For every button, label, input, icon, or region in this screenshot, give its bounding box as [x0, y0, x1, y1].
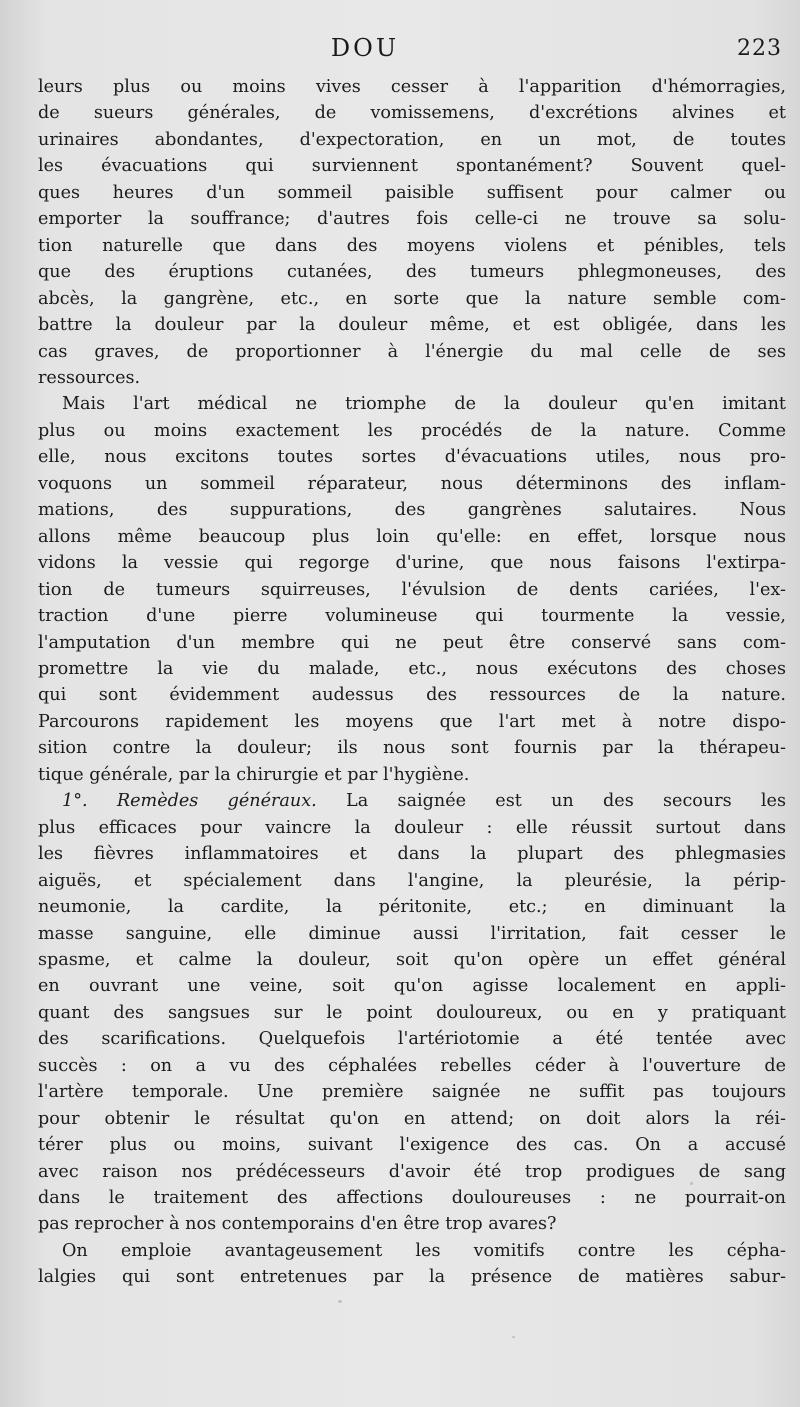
text-line: Parcourons rapidement les moyens que l'art met à notre dispo- [38, 711, 786, 732]
text-line: tique générale, par la chirurgie et par l'hygiène. [38, 764, 470, 785]
page-number: 223 [737, 36, 782, 61]
text-line: de sueurs générales, de vomissemens, d'excrétions alvines et [38, 103, 786, 124]
text-line: leurs plus ou moins vives cesser à l'apparition d'hémorragies, [38, 77, 786, 97]
text-line: en ouvrant une veine, soit qu'on agisse localement en appli- [38, 976, 786, 997]
paragraph-2 [38, 391, 786, 788]
text-line: que des éruptions cutanées, des tumeurs phlegmoneuses, des [38, 262, 786, 283]
text-line: pas reprocher à nos contemporains d'en être trop avares? [38, 1214, 557, 1235]
text-line: sition contre la douleur; ils nous sont fournis par la thérapeu- [38, 738, 786, 759]
text-line: mations, des suppurations, des gangrènes salutaires. Nous [38, 500, 786, 521]
text-line: des scarifications. Quelquefois l'artériotomie a été tentée avec [38, 1029, 786, 1050]
text-line: plus efficaces pour vaincre la douleur : elle réussit surtout dans [38, 817, 786, 838]
paragraph-3 [38, 788, 786, 1238]
text-line: quant des sangsues sur le point douloureux, ou en y pratiquant [38, 1002, 786, 1023]
section-lead-remedes-generaux: 1°. Remèdes généraux. [62, 791, 317, 812]
text-line: l'amputation d'un membre qui ne peut être conservé sans com- [38, 632, 786, 653]
text-line: ques heures d'un sommeil paisible suffisent pour calmer ou [38, 182, 786, 203]
text-line: l'artère temporale. Une première saignée ne suffit pas toujours [38, 1082, 786, 1103]
text-line: avec raison nos prédécesseurs d'avoir été trop prodigues de sang [38, 1161, 786, 1182]
text-line: elle, nous excitons toutes sortes d'évacuations utiles, nous pro- [38, 447, 786, 468]
text-line: traction d'une pierre volumineuse qui tourmente la vessie, [38, 606, 786, 627]
text-line: ressources. [38, 367, 141, 388]
text-line: lalgies qui sont entretenues par la présence de matières sabur- [38, 1267, 786, 1288]
text-line: allons même beaucoup plus loin qu'elle: en effet, lorsque nous [38, 526, 786, 547]
text-line: On emploie avantageusement les vomitifs contre les cépha- [62, 1240, 786, 1261]
text-line: tion naturelle que dans des moyens violens et pénibles, tels [38, 235, 786, 256]
running-head: DOU [330, 34, 400, 62]
text-line: promettre la vie du malade, etc., nous exécutons des choses [38, 658, 786, 679]
body-text [38, 74, 786, 1291]
text-line: les évacuations qui surviennent spontanément? Souvent quel- [38, 156, 786, 177]
text-line: spasme, et calme la douleur, soit qu'on opère un effet général [38, 949, 786, 970]
text-line: neumonie, la cardite, la péritonite, etc.; en diminuant la [38, 897, 786, 918]
text-line: abcès, la gangrène, etc., en sorte que la nature semble com- [38, 288, 786, 309]
paper-speck [512, 1336, 515, 1338]
text-line: voquons un sommeil réparateur, nous déterminons des inflam- [38, 473, 786, 494]
text-line: tion de tumeurs squirreuses, l'évulsion de dents cariées, l'ex- [38, 579, 786, 600]
text-line-rest: La saignée est un des secours les [316, 791, 786, 812]
text-line: les fièvres inflammatoires et dans la plupart des phlegmasies [38, 844, 786, 865]
text-line: vidons la vessie qui regorge d'urine, que nous faisons l'extirpa- [38, 553, 786, 574]
text-line: masse sanguine, elle diminue aussi l'irritation, fait cesser le [38, 923, 786, 944]
text-line: emporter la souffrance; d'autres fois celle-ci ne trouve sa solu- [38, 209, 786, 230]
text-line [38, 788, 786, 814]
text-line: dans le traitement des affections douloureuses : ne pourrait-on [38, 1188, 786, 1209]
paragraph-1 [38, 74, 786, 391]
text-line: battre la douleur par la douleur même, et est obligée, dans les [38, 315, 786, 336]
page-header [0, 34, 800, 74]
text-line: qui sont évidemment audessus des ressources de la nature. [38, 685, 786, 706]
text-line: plus ou moins exactement les procédés de la nature. Comme [38, 420, 786, 441]
text-line: urinaires abondantes, d'expectoration, en un mot, de toutes [38, 129, 786, 150]
text-line: térer plus ou moins, suivant l'exigence des cas. On a accusé [38, 1135, 786, 1156]
text-line: succès : on a vu des céphalées rebelles céder à l'ouverture de [38, 1055, 786, 1076]
text-line: cas graves, de proportionner à l'énergie du mal celle de ses [38, 341, 786, 362]
text-line: aiguës, et spécialement dans l'angine, la pleurésie, la périp- [38, 870, 786, 891]
paragraph-4 [38, 1238, 786, 1291]
text-line: pour obtenir le résultat qu'on en attend; on doit alors la réi- [38, 1108, 786, 1129]
paper-speck [690, 1182, 693, 1185]
text-line: Mais l'art médical ne triomphe de la douleur qu'en imitant [62, 394, 786, 415]
paper-speck [338, 1300, 342, 1303]
